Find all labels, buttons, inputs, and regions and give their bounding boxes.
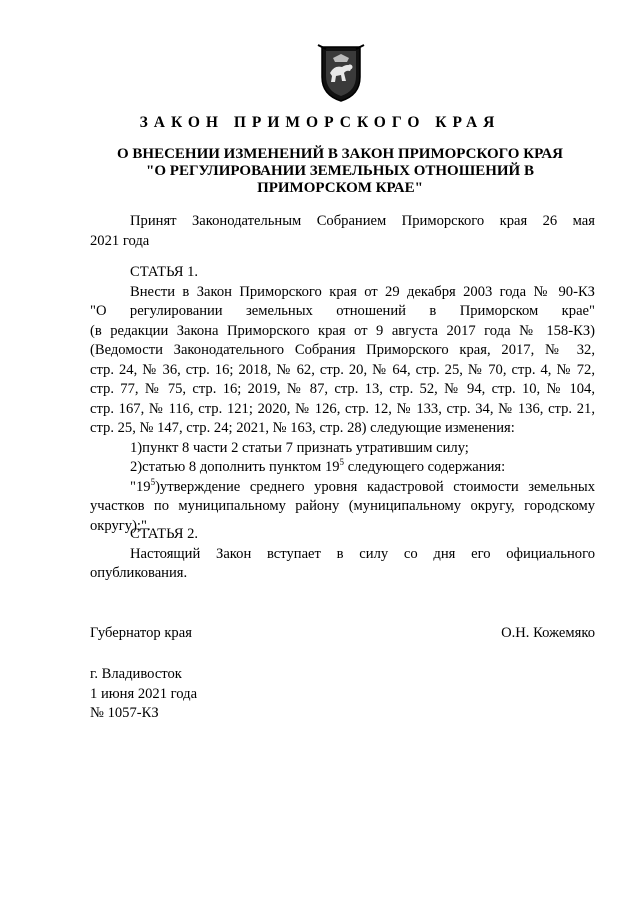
article-line: стр. 25, № 147, стр. 24; 2021, № 163, стр. 28) следующие изменения:	[90, 420, 515, 436]
article-line: опубликования.	[90, 565, 188, 581]
quoted-provision-line: округу);".	[90, 517, 151, 534]
article-line: "О регулировании земельных отношений в Приморском крае"	[90, 303, 595, 319]
amendment-item-1: 1)пункт 8 части 2 статьи 7 признать утратившим силу;	[130, 439, 469, 456]
quoted-provision-line: участков по муниципальному району (муниципальному округу, городскому	[90, 498, 595, 514]
article-line: стр. 167, № 116, стр. 121; 2020, № 126, стр. 12, № 133, стр. 34, № 136, стр. 21,	[90, 400, 595, 417]
adoption-line: Принят Законодательным Собранием Приморского края 26 мая	[130, 213, 595, 229]
quote-text: )утверждение среднего уровня кадастровой стоимости земельных	[155, 478, 595, 495]
quoted-provision-line	[90, 478, 595, 498]
item2-text: следующего содержания:	[344, 459, 506, 475]
adoption-line: 2021 года	[90, 232, 150, 249]
law-title: ЗАКОН ПРИМОРСКОГО КРАЯ	[139, 114, 501, 131]
subtitle-line: О ВНЕСЕНИИ ИЗМЕНЕНИЙ В ЗАКОН ПРИМОРСКОГО КРАЯ	[117, 146, 563, 162]
law-subtitle	[80, 146, 600, 197]
quote-number: "19	[130, 478, 151, 495]
amendment-item-2	[90, 458, 595, 478]
item2-superscript: 5	[339, 457, 345, 467]
coat-of-arms-icon	[316, 43, 366, 103]
adoption-note	[90, 212, 595, 251]
article-1	[90, 263, 595, 536]
article-line: Внести в Закон Приморского края от 29 декабря 2003 года № 90-КЗ	[130, 283, 595, 300]
article-heading: СТАТЬЯ 1.	[130, 264, 199, 280]
place-date-number	[90, 665, 197, 724]
article-line: (в редакции Закона Приморского края от 9 августа 2017 года № 158-КЗ)	[90, 322, 595, 339]
subtitle-line: "О РЕГУЛИРОВАНИИ ЗЕМЕЛЬНЫХ ОТНОШЕНИЙ В	[146, 163, 534, 179]
city: г. Владивосток	[90, 666, 182, 682]
article-line: стр. 77, № 75, стр. 16; 2019, № 87, стр. 13, стр. 52, № 94, стр. 10, № 104,	[90, 381, 595, 397]
subtitle-line: ПРИМОРСКОМ КРАЕ"	[257, 180, 423, 196]
signatory-name: О.Н. Кожемяко	[501, 625, 595, 641]
article-line: Настоящий Закон вступает в силу со дня его официального	[130, 545, 595, 562]
quote-superscript: 5	[150, 476, 156, 487]
signatory-position: Губернатор края	[90, 625, 192, 641]
law-number: № 1057-КЗ	[90, 705, 159, 721]
item2-text: 2)статью 8 дополнить пунктом 19	[130, 459, 340, 475]
article-heading: СТАТЬЯ 2.	[130, 526, 199, 542]
article-line: стр. 24, № 36, стр. 16; 2018, № 62, стр. 20, № 64, стр. 25, № 70, стр. 4, № 72,	[90, 361, 595, 378]
article-line: (Ведомости Законодательного Собрания Приморского края, 2017, № 32,	[90, 342, 595, 358]
date: 1 июня 2021 года	[90, 685, 198, 702]
article-2	[90, 525, 595, 584]
